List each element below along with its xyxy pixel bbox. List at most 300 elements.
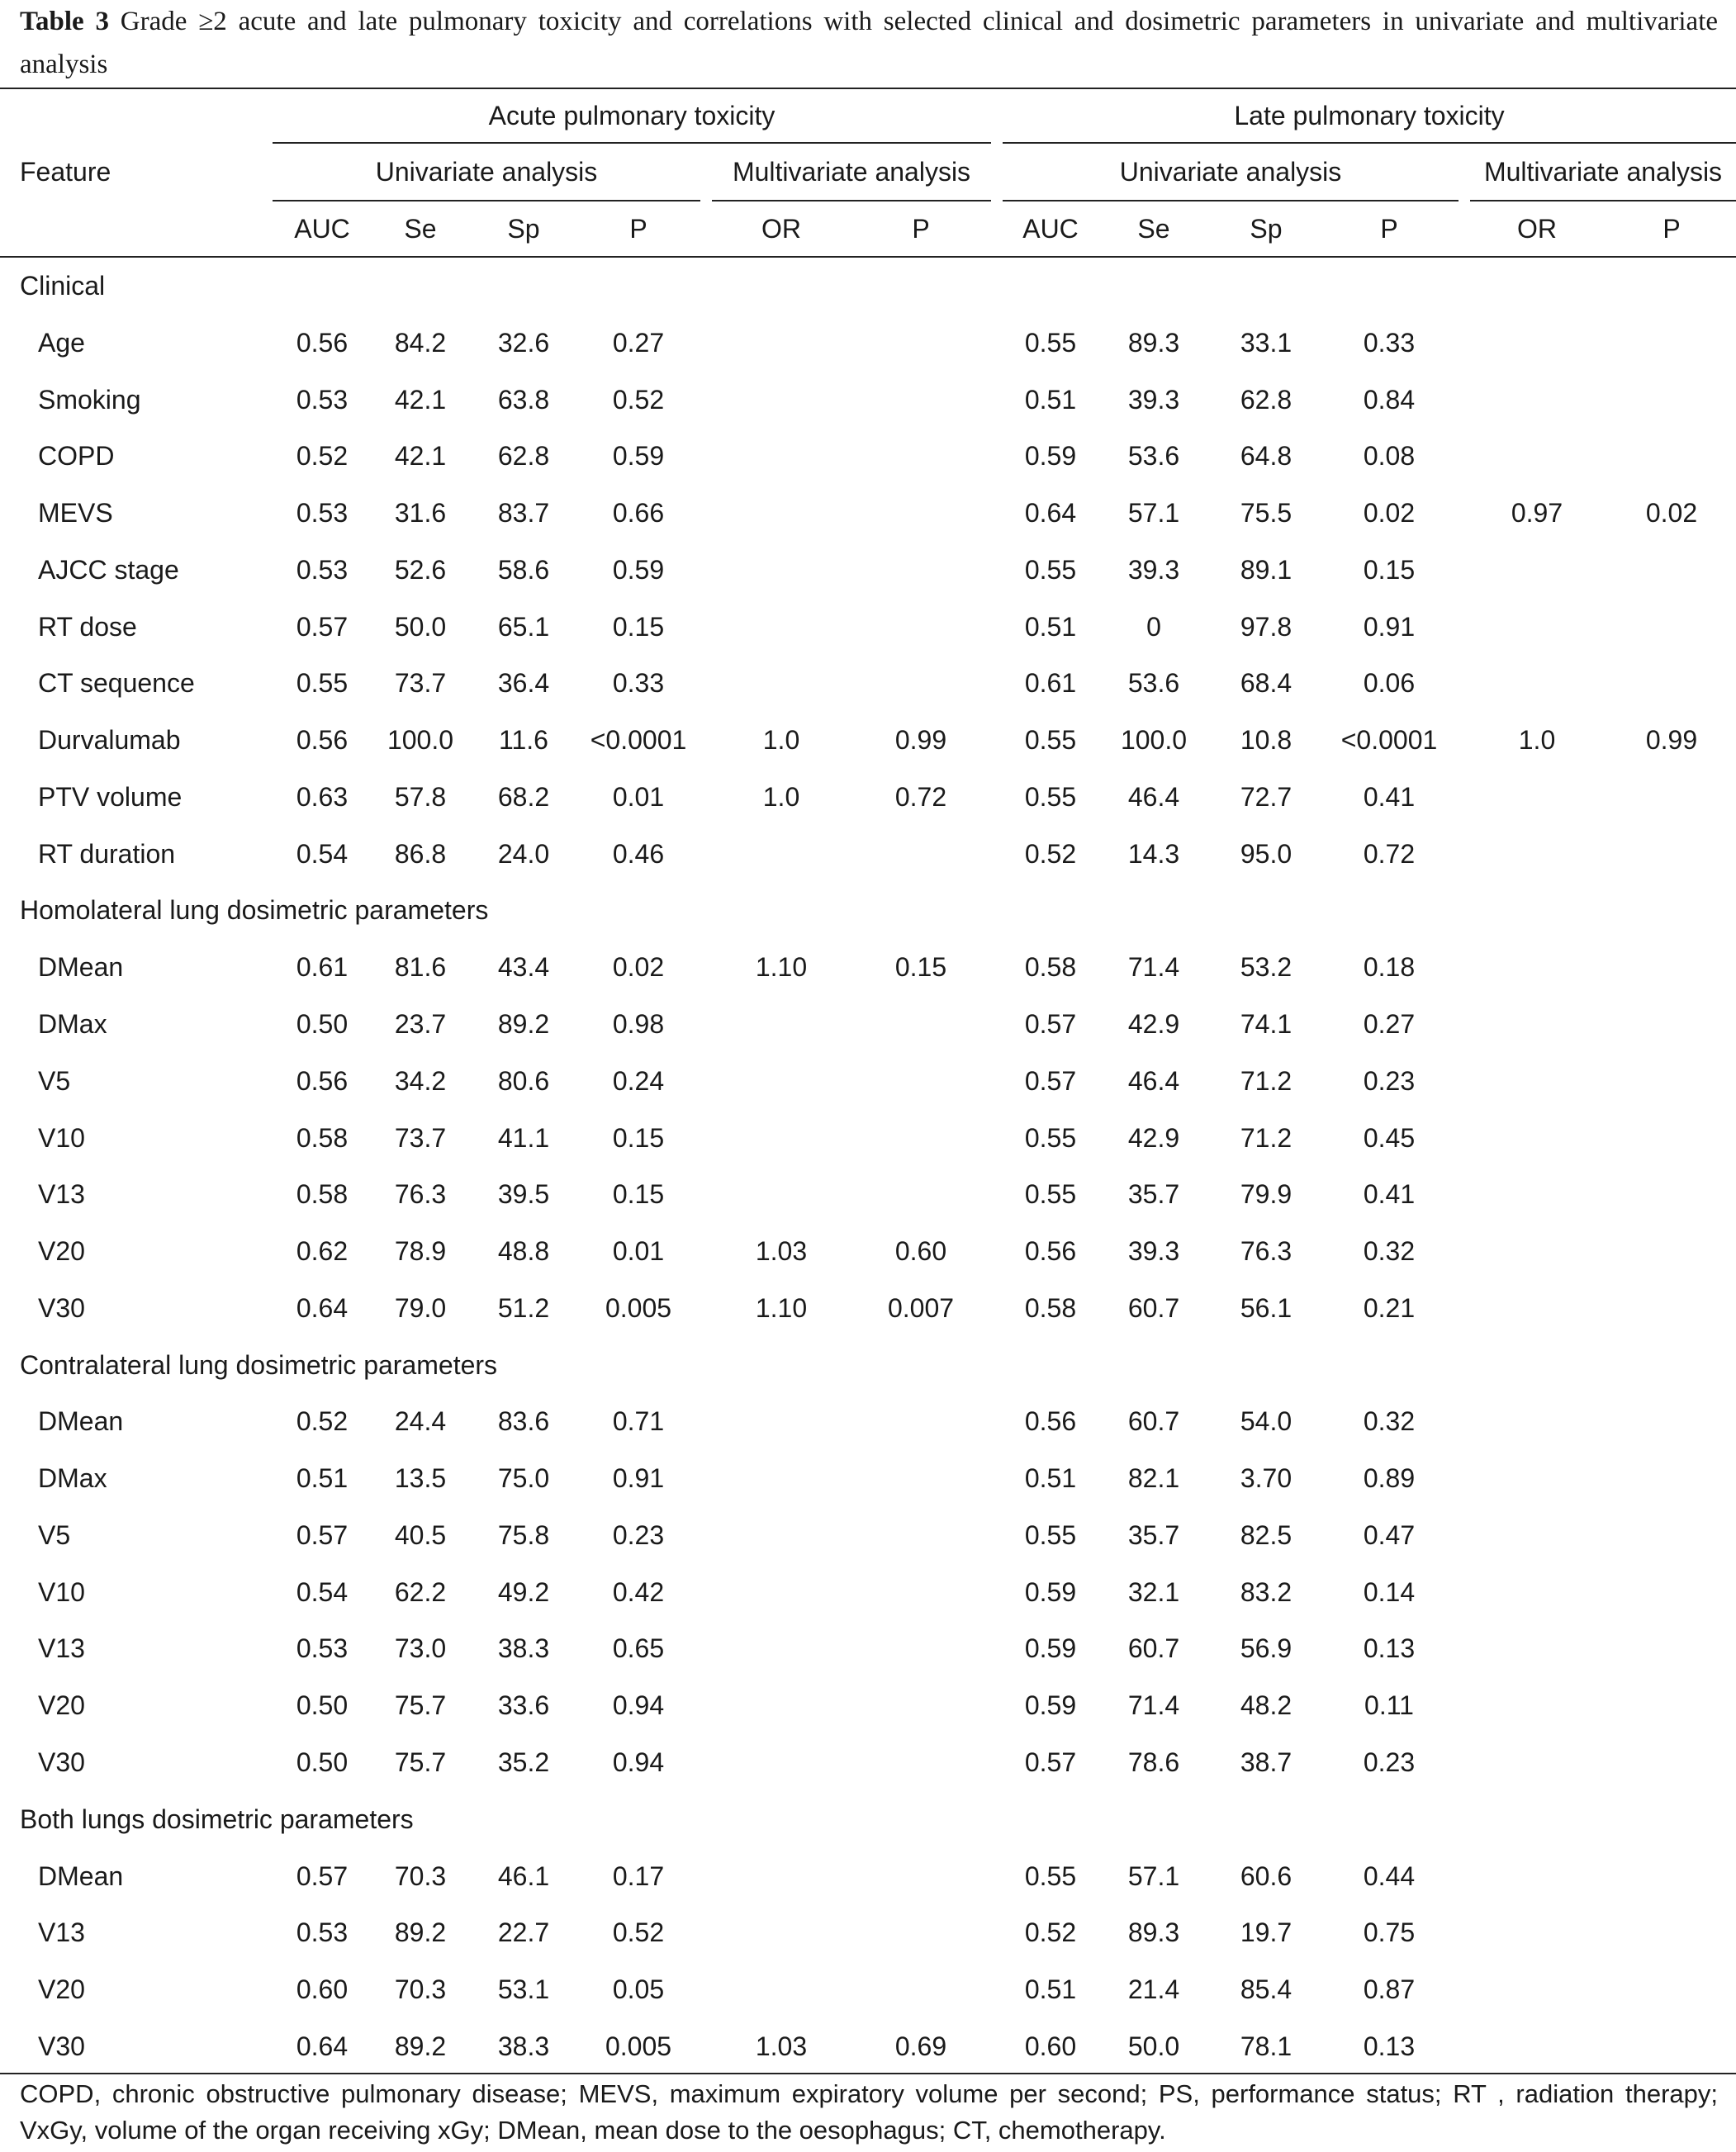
table-cell: 89.2 (394, 1917, 447, 1948)
table-cell: 0.02 (1645, 498, 1698, 529)
table-cell: 73.7 (394, 668, 447, 699)
table-cell: <0.0001 (1340, 725, 1438, 756)
table-cell: 46.4 (1127, 781, 1180, 812)
table-cell: 48.2 (1240, 1690, 1293, 1721)
table-cell: 56.9 (1240, 1633, 1293, 1664)
section-label: Clinical (20, 271, 106, 301)
table-cell: 0.47 (1363, 1519, 1416, 1550)
table-cell: 0.55 (1024, 1519, 1077, 1550)
table-cell: 24.4 (394, 1406, 447, 1437)
table-cell: 0.14 (1363, 1576, 1416, 1607)
table-cell: 0.56 (1024, 1406, 1077, 1437)
header-late-pulmonary-toxicity: Late pulmonary toxicity (1234, 101, 1505, 130)
column-header-p: P (1380, 214, 1398, 244)
table-cell: 76.3 (394, 1179, 447, 1210)
table-cell: 62.2 (394, 1576, 447, 1607)
table-cell: 97.8 (1240, 611, 1293, 642)
header-late-multivariate: Multivariate analysis (1483, 157, 1723, 187)
table-cell: 0.58 (296, 1179, 349, 1210)
table-cell: 33.1 (1240, 327, 1293, 358)
table-cell: 43.4 (497, 952, 550, 983)
table-cell: 79.0 (394, 1292, 447, 1323)
late-univariate-rule (1003, 200, 1459, 201)
table-cell: 0.99 (1645, 725, 1698, 756)
table-cell: 0.59 (612, 441, 665, 472)
header-bottom-rule (0, 256, 1736, 258)
table-cell: 52.6 (394, 554, 447, 585)
column-header-auc: AUC (1022, 214, 1079, 244)
column-header-se: Se (404, 214, 437, 244)
table-cell: 0.33 (612, 668, 665, 699)
table-cell: 0.50 (296, 1747, 349, 1778)
table-cell: 10.8 (1240, 725, 1293, 756)
table-cell: 21.4 (1127, 1974, 1180, 2005)
table-cell: 0.71 (612, 1406, 665, 1437)
table-cell: 0.75 (1363, 1917, 1416, 1948)
table-cell: 0.56 (1024, 1236, 1077, 1267)
table-cell: 0.41 (1363, 781, 1416, 812)
table-cell: 86.8 (394, 838, 447, 869)
column-header-p: P (912, 214, 930, 244)
table-cell: 0.64 (296, 2031, 349, 2061)
table-cell: 70.3 (394, 1860, 447, 1891)
table-cell: 82.1 (1127, 1463, 1180, 1494)
table-bottom-rule (0, 2073, 1736, 2074)
table-cell: 0.57 (296, 1860, 349, 1891)
section-label: Both lungs dosimetric parameters (20, 1804, 414, 1834)
table-cell: 56.1 (1240, 1292, 1293, 1323)
table-cell: 0.55 (1024, 327, 1077, 358)
table-cell: 50.0 (394, 611, 447, 642)
table-cell: 0.60 (296, 1974, 349, 2005)
table-cell: 0.55 (1024, 725, 1077, 756)
table-cell: 0.51 (296, 1463, 349, 1494)
table-cell: 0.57 (1024, 1747, 1077, 1778)
table-cell: 0.50 (296, 1009, 349, 1039)
table-cell: 0.91 (612, 1463, 665, 1494)
table-cell: 0.64 (296, 1292, 349, 1323)
table-cell: 57.8 (394, 781, 447, 812)
table-cell: 0 (1146, 611, 1161, 642)
column-header-p: P (629, 214, 647, 244)
table-cell: 0.59 (1024, 1633, 1077, 1664)
table-cell: 0.41 (1363, 1179, 1416, 1210)
table-cell: 78.1 (1240, 2031, 1293, 2061)
table-cell: 35.2 (497, 1747, 550, 1778)
table-cell: 0.15 (612, 1179, 665, 1210)
table-cell: 54.0 (1240, 1406, 1293, 1437)
table-cell: 0.55 (296, 668, 349, 699)
table-cell: 1.10 (755, 1292, 808, 1323)
table-cell: 0.01 (612, 781, 665, 812)
table-cell: 0.91 (1363, 611, 1416, 642)
table-cell: 0.11 (1364, 1690, 1414, 1721)
table-cell: 0.58 (1024, 1292, 1077, 1323)
table-cell: 78.9 (394, 1236, 447, 1267)
table-caption (20, 0, 1718, 86)
table-cell: 0.97 (1511, 498, 1563, 529)
table-cell: 70.3 (394, 1974, 447, 2005)
top-rule (0, 88, 1736, 89)
table-cell: 0.18 (1363, 952, 1416, 983)
table-cell: 89.2 (497, 1009, 550, 1039)
table-cell: 79.9 (1240, 1179, 1293, 1210)
table-cell: 83.7 (497, 498, 550, 529)
table-cell: 40.5 (394, 1519, 447, 1550)
table-cell: 53.6 (1127, 668, 1180, 699)
table-cell: 31.6 (394, 498, 447, 529)
table-cell: 42.1 (394, 441, 447, 472)
table-cell: 35.7 (1127, 1179, 1180, 1210)
table-cell: 0.57 (296, 1519, 349, 1550)
table-cell: 75.7 (394, 1690, 447, 1721)
table-cell: 63.8 (497, 384, 550, 415)
table-cell: 0.94 (612, 1690, 665, 1721)
column-header-or: OR (1517, 214, 1557, 244)
row-label: PTV volume (38, 781, 183, 812)
table-cell: 0.63 (296, 781, 349, 812)
table-cell: 38.3 (497, 1633, 550, 1664)
table-cell: 75.0 (497, 1463, 550, 1494)
table-cell: 100.0 (387, 725, 454, 756)
table-cell: 0.51 (1024, 1463, 1077, 1494)
table-cell: 0.61 (296, 952, 349, 983)
table-cell: 0.56 (296, 327, 349, 358)
row-label: Smoking (38, 384, 141, 415)
table-cell: 0.98 (612, 1009, 665, 1039)
table-cell: 0.84 (1363, 384, 1416, 415)
table-cell: 0.54 (296, 838, 349, 869)
table-cell: 0.44 (1363, 1860, 1416, 1891)
table-cell: 0.94 (612, 1747, 665, 1778)
table-cell: <0.0001 (590, 725, 687, 756)
table-cell: 62.8 (497, 441, 550, 472)
table-cell: 62.8 (1240, 384, 1293, 415)
row-label: DMean (38, 952, 124, 983)
row-label: V5 (38, 1065, 71, 1096)
table-cell: 53.2 (1240, 952, 1293, 983)
table-cell: 49.2 (497, 1576, 550, 1607)
table-cell: 0.55 (1024, 781, 1077, 812)
table-cell: 42.9 (1127, 1122, 1180, 1153)
table-cell: 0.65 (612, 1633, 665, 1664)
table-cell: 38.3 (497, 2031, 550, 2061)
table-cell: 0.02 (612, 952, 665, 983)
row-label: V13 (38, 1917, 85, 1948)
table-cell: 0.52 (296, 1406, 349, 1437)
table-cell: 0.52 (296, 441, 349, 472)
table-cell: 0.005 (605, 2031, 672, 2061)
column-header-auc: AUC (294, 214, 350, 244)
table-label: Table 3 (20, 7, 109, 36)
table-cell: 0.27 (612, 327, 665, 358)
row-label: V20 (38, 1690, 85, 1721)
table-cell: 0.15 (894, 952, 947, 983)
table-cell: 0.05 (612, 1974, 665, 2005)
late-group-rule (1003, 142, 1736, 144)
column-header-sp: Sp (1250, 214, 1283, 244)
table-cell: 0.13 (1363, 1633, 1416, 1664)
table-cell: 0.60 (894, 1236, 947, 1267)
section-label: Contralateral lung dosimetric parameters (20, 1349, 498, 1380)
header-acute-univariate: Univariate analysis (375, 157, 598, 187)
acute-multivariate-rule (712, 200, 991, 201)
table-cell: 57.1 (1127, 1860, 1180, 1891)
table-cell: 0.23 (612, 1519, 665, 1550)
table-cell: 74.1 (1240, 1009, 1293, 1039)
table-cell: 0.53 (296, 1633, 349, 1664)
table-cell: 0.24 (612, 1065, 665, 1096)
table-cell: 0.08 (1363, 441, 1416, 472)
table-cell: 39.3 (1127, 384, 1180, 415)
table-cell: 80.6 (497, 1065, 550, 1096)
table-cell: 57.1 (1127, 498, 1180, 529)
table-cell: 82.5 (1240, 1519, 1293, 1550)
table-cell: 0.56 (296, 1065, 349, 1096)
table-cell: 58.6 (497, 554, 550, 585)
table-cell: 0.58 (1024, 952, 1077, 983)
column-header-se: Se (1137, 214, 1170, 244)
table-cell: 0.53 (296, 554, 349, 585)
table-cell: 68.4 (1240, 668, 1293, 699)
table-cell: 0.32 (1363, 1406, 1416, 1437)
table-cell: 76.3 (1240, 1236, 1293, 1267)
table-cell: 36.4 (497, 668, 550, 699)
table-cell: 1.0 (762, 781, 800, 812)
table-footnote: COPD, chronic obstructive pulmonary disease; MEVS, maximum expiratory volume per second; PS, performance status; RT , radiation therapy; VxGy, volume of the organ receiving xGy; DMean, mean dose to the oesophagus; CT, chemotherapy. (20, 2079, 1718, 2145)
header-feature: Feature (20, 157, 111, 187)
table-cell: 0.21 (1363, 1292, 1416, 1323)
table-cell: 33.6 (497, 1690, 550, 1721)
table-cell: 1.03 (755, 1236, 808, 1267)
column-header-p: P (1662, 214, 1681, 244)
table-cell: 24.0 (497, 838, 550, 869)
table-cell: 68.2 (497, 781, 550, 812)
row-label: AJCC stage (38, 554, 179, 585)
row-label: V20 (38, 1236, 85, 1267)
table-cell: 3.70 (1240, 1463, 1293, 1494)
table-cell: 0.42 (612, 1576, 665, 1607)
table-cell: 46.4 (1127, 1065, 1180, 1096)
table-cell: 65.1 (497, 611, 550, 642)
table-cell: 64.8 (1240, 441, 1293, 472)
late-multivariate-rule (1470, 200, 1736, 201)
table-cell: 0.72 (894, 781, 947, 812)
column-header-or: OR (761, 214, 801, 244)
row-label: Durvalumab (38, 725, 181, 756)
table-cell: 0.66 (612, 498, 665, 529)
table-cell: 42.9 (1127, 1009, 1180, 1039)
table-cell: 71.2 (1240, 1065, 1293, 1096)
table-cell: 51.2 (497, 1292, 550, 1323)
table-cell: 39.5 (497, 1179, 550, 1210)
row-label: RT dose (38, 611, 137, 642)
table-cell: 81.6 (394, 952, 447, 983)
table-cell: 39.3 (1127, 554, 1180, 585)
table-cell: 60.7 (1127, 1633, 1180, 1664)
table-cell: 22.7 (497, 1917, 550, 1948)
table-cell: 0.69 (894, 2031, 947, 2061)
table-cell: 0.99 (894, 725, 947, 756)
table-cell: 0.57 (296, 611, 349, 642)
table-cell: 83.6 (497, 1406, 550, 1437)
row-label: CT sequence (38, 668, 195, 699)
table-cell: 60.7 (1127, 1292, 1180, 1323)
table-cell: 53.6 (1127, 441, 1180, 472)
table-cell: 0.59 (1024, 1690, 1077, 1721)
table-cell: 35.7 (1127, 1519, 1180, 1550)
table-cell: 1.0 (1518, 725, 1556, 756)
table-cell: 0.23 (1363, 1065, 1416, 1096)
table-cell: 0.52 (612, 1917, 665, 1948)
table-cell: 0.89 (1363, 1463, 1416, 1494)
table-cell: 0.50 (296, 1690, 349, 1721)
row-label: MEVS (38, 498, 113, 529)
column-header-sp: Sp (507, 214, 540, 244)
table-cell: 32.6 (497, 327, 550, 358)
table-cell: 23.7 (394, 1009, 447, 1039)
table-cell: 72.7 (1240, 781, 1293, 812)
table-cell: 0.57 (1024, 1009, 1077, 1039)
table-cell: 0.51 (1024, 384, 1077, 415)
table-cell: 34.2 (394, 1065, 447, 1096)
table-cell: 0.005 (605, 1292, 672, 1323)
table-cell: 0.52 (612, 384, 665, 415)
table-cell: 46.1 (497, 1860, 550, 1891)
table-cell: 60.6 (1240, 1860, 1293, 1891)
table-cell: 0.51 (1024, 1974, 1077, 2005)
table-cell: 0.27 (1363, 1009, 1416, 1039)
table-cell: 0.15 (612, 611, 665, 642)
table-cell: 0.59 (1024, 441, 1077, 472)
table-caption-text: Grade ≥2 acute and late pulmonary toxicity and correlations with selected clinical and dosimetric parameters in univariate and multivariate analysis (20, 7, 1719, 79)
table-cell: 84.2 (394, 327, 447, 358)
row-label: V10 (38, 1576, 85, 1607)
table-cell: 85.4 (1240, 1974, 1293, 2005)
row-label: V30 (38, 1747, 85, 1778)
table-cell: 0.007 (887, 1292, 955, 1323)
table-cell: 89.1 (1240, 554, 1293, 585)
header-late-univariate: Univariate analysis (1119, 157, 1342, 187)
row-label: V20 (38, 1974, 85, 2005)
row-label: V5 (38, 1519, 71, 1550)
row-label: DMean (38, 1406, 124, 1437)
table-cell: 0.52 (1024, 838, 1077, 869)
table-cell: 75.5 (1240, 498, 1293, 529)
table-cell: 0.55 (1024, 1860, 1077, 1891)
table-cell: 0.58 (296, 1122, 349, 1153)
row-label: Age (38, 327, 85, 358)
table-cell: 89.2 (394, 2031, 447, 2061)
table-cell: 0.53 (296, 384, 349, 415)
table-cell: 0.55 (1024, 1122, 1077, 1153)
table-cell: 1.0 (762, 725, 800, 756)
table-cell: 73.7 (394, 1122, 447, 1153)
table-cell: 38.7 (1240, 1747, 1293, 1778)
table-cell: 14.3 (1127, 838, 1180, 869)
acute-group-rule (273, 142, 991, 144)
table-cell: 0.59 (1024, 1576, 1077, 1607)
table-cell: 0.33 (1363, 327, 1416, 358)
table-cell: 0.06 (1363, 668, 1416, 699)
table-cell: 0.15 (1363, 554, 1416, 585)
row-label: V30 (38, 2031, 85, 2061)
table-cell: 0.02 (1363, 498, 1416, 529)
table-cell: 95.0 (1240, 838, 1293, 869)
table-cell: 13.5 (394, 1463, 447, 1494)
table-cell: 0.45 (1363, 1122, 1416, 1153)
table-cell: 0.64 (1024, 498, 1077, 529)
row-label: RT duration (38, 838, 176, 869)
table-cell: 41.1 (497, 1122, 550, 1153)
section-label: Homolateral lung dosimetric parameters (20, 895, 489, 926)
table-cell: 0.54 (296, 1576, 349, 1607)
table-cell: 42.1 (394, 384, 447, 415)
table-cell: 75.8 (497, 1519, 550, 1550)
table-cell: 89.3 (1127, 1917, 1180, 1948)
table-cell: 71.4 (1127, 1690, 1180, 1721)
table-cell: 0.59 (612, 554, 665, 585)
table-cell: 73.0 (394, 1633, 447, 1664)
table-cell: 0.61 (1024, 668, 1077, 699)
acute-univariate-rule (273, 200, 700, 201)
table-cell: 71.2 (1240, 1122, 1293, 1153)
row-label: V30 (38, 1292, 85, 1323)
table-cell: 0.52 (1024, 1917, 1077, 1948)
row-label: COPD (38, 441, 115, 472)
table-cell: 48.8 (497, 1236, 550, 1267)
table-cell: 0.15 (612, 1122, 665, 1153)
table-cell: 60.7 (1127, 1406, 1180, 1437)
table-cell: 11.6 (499, 725, 548, 756)
table-cell: 0.51 (1024, 611, 1077, 642)
table-cell: 0.62 (296, 1236, 349, 1267)
table-cell: 83.2 (1240, 1576, 1293, 1607)
table-cell: 1.03 (755, 2031, 808, 2061)
row-label: DMean (38, 1860, 124, 1891)
table-cell: 32.1 (1127, 1576, 1180, 1607)
table-cell: 0.53 (296, 1917, 349, 1948)
table-cell: 0.55 (1024, 1179, 1077, 1210)
table-cell: 39.3 (1127, 1236, 1180, 1267)
table-cell: 89.3 (1127, 327, 1180, 358)
table-cell: 0.56 (296, 725, 349, 756)
table-cell: 0.55 (1024, 554, 1077, 585)
table-cell: 78.6 (1127, 1747, 1180, 1778)
table-cell: 71.4 (1127, 952, 1180, 983)
table-cell: 19.7 (1240, 1917, 1293, 1948)
row-label: V10 (38, 1122, 85, 1153)
row-label: DMax (38, 1009, 107, 1039)
table-cell: 0.01 (612, 1236, 665, 1267)
row-label: V13 (38, 1179, 85, 1210)
row-label: V13 (38, 1633, 85, 1664)
table-cell: 0.23 (1363, 1747, 1416, 1778)
table-cell: 0.17 (612, 1860, 665, 1891)
table-cell: 0.72 (1363, 838, 1416, 869)
header-acute-multivariate: Multivariate analysis (732, 157, 971, 187)
table-cell: 75.7 (394, 1747, 447, 1778)
table-cell: 0.13 (1363, 2031, 1416, 2061)
table-cell: 0.60 (1024, 2031, 1077, 2061)
table-cell: 100.0 (1120, 725, 1188, 756)
header-acute-pulmonary-toxicity: Acute pulmonary toxicity (488, 101, 776, 130)
row-label: DMax (38, 1463, 107, 1494)
table-cell: 50.0 (1127, 2031, 1180, 2061)
table-cell: 1.10 (755, 952, 808, 983)
table-cell: 0.32 (1363, 1236, 1416, 1267)
table-cell: 0.57 (1024, 1065, 1077, 1096)
